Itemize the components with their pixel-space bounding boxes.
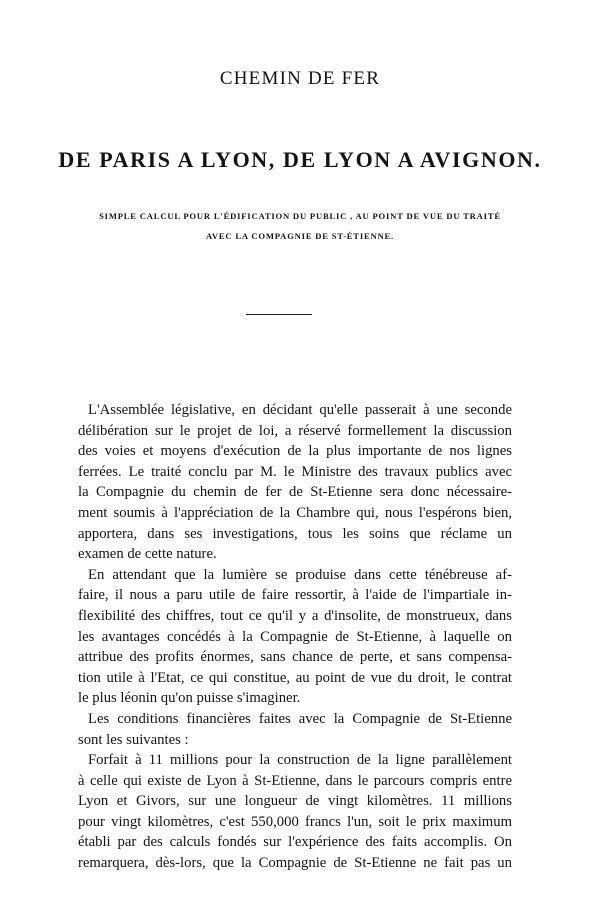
title-line-1: CHEMIN DE FER (219, 68, 381, 89)
body-line: examen de cette nature. (78, 546, 217, 563)
body-line: à celle qui existe de Lyon à St-Etienne, dans le parcours compris entre (78, 772, 512, 789)
title-line-2: DE PARIS A LYON, DE LYON A AVIGNON. (58, 147, 542, 172)
body-line: flexibilité des chiffres, tout ce qu'il y a d'insolite, de monstrueux, dans (78, 607, 512, 624)
body-line: tion utile à l'Etat, ce qui constitue, au point de vue du droit, le contrat (78, 669, 512, 686)
body-line: L'Assemblée législative, en décidant qu'elle passerait à une seconde (88, 402, 512, 418)
body-line: pour vingt kilomètres, c'est 550,000 francs l'un, soit le prix maximum (78, 813, 512, 830)
divider-rule (246, 314, 312, 315)
body-line: les avantages concédés à la Compagnie de St-Etienne, à laquelle on (78, 628, 512, 645)
body-line: ment soumis à l'appréciation de la Chambre qui, nous l'espérons bien, (78, 504, 512, 521)
subtitle (0, 206, 600, 246)
body-line: le plus léonin qu'on puisse s'imaginer. (78, 690, 301, 707)
subtitle-line: AVEC LA COMPAGNIE DE ST-ÉTIENNE. (205, 231, 395, 241)
body-line: apportera, dans ses investigations, tous les soins que réclame un (78, 525, 512, 542)
body-line: remarquera, dès-lors, que la Compagnie de St-Etienne ne fait pas un (78, 855, 512, 872)
body-line: faire, il nous a paru utile de faire ressortir, à l'aide de l'impartiale in- (78, 587, 512, 604)
body-line: Lyon et Givors, sur une longueur de vingt kilomètres. 11 millions (78, 793, 512, 810)
body-line: Forfait à 11 millions pour la construction de la ligne parallèlement (88, 752, 512, 769)
body-line: des voies et moyens d'exécution de la plus importante de nos lignes (78, 443, 512, 460)
body-line: ferrées. Le traité conclu par M. le Ministre des travaux publics avec (78, 463, 512, 480)
body-line: En attendant que la lumière se produise dans cette ténébreuse af- (88, 566, 512, 583)
body-line: la Compagnie du chemin de fer de St-Etienne sera donc nécessaire- (78, 484, 512, 501)
subtitle-line: SIMPLE CALCUL POUR L'ÉDIFICATION DU PUBLIC , AU POINT DE VUE DU TRAITÉ (99, 211, 501, 221)
body-line: établi par des calculs fondés sur l'expérience des faits accomplis. On (78, 834, 512, 851)
body-line: Les conditions financières faites avec la Compagnie de St-Etienne (88, 710, 512, 727)
body-text (78, 400, 512, 874)
body-line: sont les suivantes : (78, 731, 189, 748)
body-line: attribue des profits énormes, sans chance de perte, et sans compensa- (78, 649, 512, 666)
body-line: délibération sur le projet de loi, a réservé formellement la discussion (78, 422, 512, 439)
